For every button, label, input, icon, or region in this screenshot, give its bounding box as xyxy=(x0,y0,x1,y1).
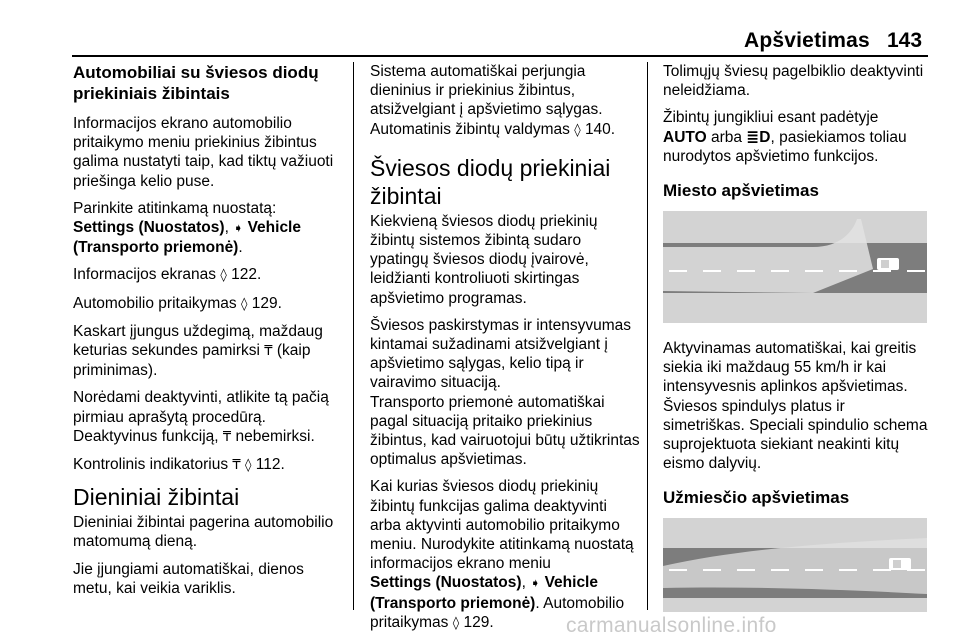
column-divider-1 xyxy=(353,62,354,610)
paragraph-text: arba xyxy=(710,128,742,146)
reference-icon: ◊ xyxy=(452,615,460,631)
cross-reference[interactable] xyxy=(73,265,345,285)
column-3 xyxy=(663,62,928,628)
city-light-illustration xyxy=(663,211,927,323)
paragraph xyxy=(370,477,640,633)
reference-text: Automobilio pritaikymas xyxy=(73,294,237,312)
reference-page: 122. xyxy=(231,266,262,284)
paragraph-text: Deaktyvinus funkciją, xyxy=(73,427,219,445)
section-heading-city-light: Miesto apšvietimas xyxy=(663,181,819,201)
paragraph: Tolimųjų šviesų pagelbiklio deaktyvinti neleidžiama. xyxy=(663,63,924,100)
column-2 xyxy=(370,62,640,641)
paragraph-text: (kaip priminimas). xyxy=(73,342,311,380)
paragraph-text: Parinkite atitinkamą nuostatą: xyxy=(73,199,277,217)
column-divider-2 xyxy=(647,62,648,610)
reference-text: Kontrolinis indikatorius xyxy=(73,456,229,474)
paragraph: Informacijos ekrano automobilio pritaikymo meniu priekinius žibintus galima nustatyti taip, kad tiktų važiuoti priešinga kelio puse. xyxy=(73,115,334,190)
paragraph: Aktyvinamas automatiškai, kai greitis siekia iki maždaug 55 km/h ir kai intensyvesnis aplinkos apšvietimas. Šviesos spindulys platus ir simetriškas. Speciali spindulio schema suprojektuota siekiant neakinti kitų eismo dalyvių. xyxy=(663,340,928,473)
headlight-indicator-icon: ₸ xyxy=(264,344,273,360)
paragraph-text: Kai kurias šviesos diodų priekinių žibintų funkcijas galima deaktyvinti arba aktyvinti automobilio pritaikymo meniu. Nurodykite atitinkamą nuostatą informacijos ekrano meniu xyxy=(370,478,634,573)
arrow-right-icon: ➧ xyxy=(530,576,541,591)
headlight-indicator-icon: ₸ xyxy=(222,429,232,445)
paragraph-text: nebemirksi. xyxy=(235,427,315,445)
paragraph xyxy=(73,427,345,447)
column-1 xyxy=(73,62,345,606)
paragraph: Norėdami deaktyvinti, atlikite tą pačią pirmiau aprašytą procedūrą. xyxy=(73,389,329,426)
separator: , xyxy=(224,219,229,237)
watermark: carmanualsonline.info xyxy=(566,614,777,637)
cross-reference[interactable] xyxy=(73,294,345,314)
paragraph: Dieniniai žibintai pagerina automobilio matomumą dieną. xyxy=(73,514,334,551)
menu-path-vehicle: Vehicle (Transporto priemonė) xyxy=(370,574,598,612)
section-heading-led-headlights: Šviesos diodų priekiniai žibintai xyxy=(370,154,611,209)
paragraph xyxy=(73,199,345,258)
headlight-indicator-icon: ₸ xyxy=(232,458,241,474)
country-light-illustration xyxy=(663,518,927,612)
reference-page: 112. xyxy=(255,456,285,474)
page-number: 143 xyxy=(887,29,923,52)
paragraph xyxy=(73,322,345,381)
paragraph-text: Sistema automatiškai perjungia dieninius ir priekinius žibintus, atsižvelgiant į apšvietimo sąlygas. xyxy=(370,63,603,119)
reference-text: Automatinis žibintų valdymas xyxy=(370,120,570,138)
paragraph xyxy=(370,62,640,140)
arrow-right-icon: ➧ xyxy=(233,221,244,236)
paragraph xyxy=(663,108,928,166)
header-rule xyxy=(72,55,928,57)
vehicle-window xyxy=(881,260,889,268)
paragraph: Šviesos paskirstymas ir intensyvumas kintamai sužadinami atsižvelgiant į apšvietimo sąlygas, kelio tipą ir vairavimo situaciją. xyxy=(370,316,631,392)
vehicle-window xyxy=(893,560,901,568)
paragraph-text: , pasiekiamos toliau nurodytos apšvietimo funkcijos. xyxy=(663,128,907,165)
reference-icon: ◊ xyxy=(220,268,227,284)
paragraph: Kiekvieną šviesos diodų priekinių žibintų sistemos žibintą sudaro ypatingų šviesos diodų įvairovė, leidžianti kontroliuoti skirtingas apšvietimo programas. xyxy=(370,212,598,307)
punctuation: . xyxy=(238,239,243,257)
reference-icon: ◊ xyxy=(574,122,581,138)
section-heading-daytime-lights: Dieniniai žibintai xyxy=(73,484,240,511)
paragraph-text: Kaskart įjungus uždegimą, maždaug keturias sekundes pamirksi xyxy=(73,322,323,360)
reference-page: 140. xyxy=(584,120,616,138)
section-heading-led-headlights: Automobiliai su šviesos diodų priekiniais žibintais xyxy=(73,63,319,103)
cross-reference[interactable] xyxy=(73,455,345,475)
paragraph-text: . Automobilio pritaikymas xyxy=(370,594,625,631)
page-title: Apšvietimas xyxy=(744,29,870,52)
paragraph-text: Žibintų jungikliui esant padėtyje xyxy=(663,109,879,127)
low-beam-icon: ≣D xyxy=(746,128,771,146)
reference-icon: ◊ xyxy=(241,296,248,312)
menu-path-vehicle: Vehicle (Transporto priemonė) xyxy=(73,219,301,257)
menu-path-settings: Settings (Nuostatos) xyxy=(73,219,225,237)
auto-setting-label: AUTO xyxy=(663,128,707,146)
page-header xyxy=(0,0,960,55)
reference-page: 129. xyxy=(251,294,282,312)
paragraph: Jie įjungiami automatiškai, dienos metu, kai veikia variklis. xyxy=(73,560,304,597)
reference-icon: ◊ xyxy=(244,458,252,474)
menu-path-settings: Settings (Nuostatos) xyxy=(370,574,522,592)
separator: , xyxy=(521,574,526,592)
reference-page: 129. xyxy=(463,613,494,631)
paragraph: Transporto priemonė automatiškai pagal situaciją pritaiko priekinius žibintus, kad vairuotojui būtų užtikrintas optimalus apšvietimas. xyxy=(370,393,640,469)
reference-text: Informacijos ekranas xyxy=(73,266,217,284)
section-heading-country-light: Užmiesčio apšvietimas xyxy=(663,488,850,508)
